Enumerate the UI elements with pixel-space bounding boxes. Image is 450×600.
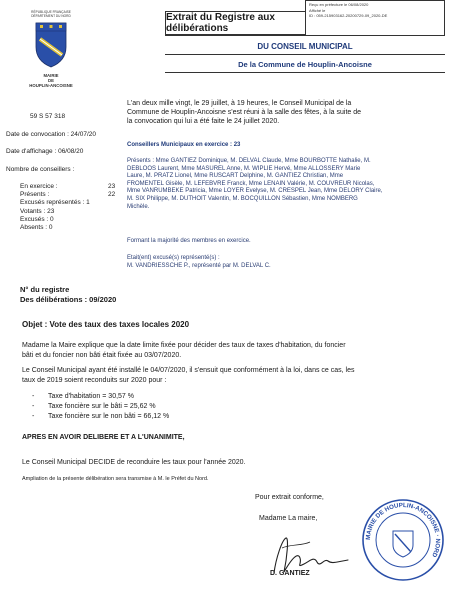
subtitle-divider-bottom [165, 72, 445, 73]
nombre-conseillers-label: Nombre de conseillers : [6, 166, 75, 173]
presents-line: Présents : Mme GANTIEZ Dominique, M. DELVAL Claude, Mme BOURBOTTE Nathalie, M. [127, 158, 371, 164]
stamp-line1: Reçu en préfecture le 06/08/2020 [309, 2, 369, 7]
stat-value: 23 [108, 183, 116, 190]
crest-town: HOUPLIN-ANCOISNE [29, 83, 73, 88]
excuses-detail: M. VANDRIESSCHE P., représenté par M. DELVAL C. [127, 262, 271, 269]
excuses-block [127, 255, 271, 270]
presents-list [127, 158, 383, 211]
presents-line: FROMENTEL Gisèle, M. LEFEBVRE Franck, Mme LENAIN Valérie, M. COUVREUR Nicolas, [127, 180, 375, 187]
header-divider [165, 35, 445, 36]
stat-row [20, 216, 120, 224]
majorite-line: Formant la majorité des membres en exercice. [127, 238, 251, 244]
paragraph-line: taux de 2019 soient reconduits sur 2020 pour : [22, 377, 167, 384]
paragraph-line: Le Conseil Municipal ayant été installé le 04/07/2020, il s'ensuit que conformément à la loi, dans ce cas, les [22, 367, 355, 374]
stat-row [20, 208, 120, 216]
shield-icon [34, 21, 68, 69]
madame-la-maire: Madame La maire, [259, 515, 318, 522]
pour-extrait-conforme: Pour extrait conforme, [255, 494, 324, 501]
ampliation-line: Ampliation de la présente délibération sera transmise à M. le Préfet du Nord. [22, 476, 209, 482]
paragraph-installation [22, 366, 354, 386]
stat-label: Votants : 23 [20, 207, 55, 215]
mairie-seal-icon [360, 497, 446, 583]
stat-row [20, 224, 120, 232]
stat-label: Excusés : 0 [20, 215, 54, 223]
tax-rates-list [30, 392, 169, 422]
council-stats [20, 183, 120, 232]
date-affichage: Date d'affichage : 06/08/20 [6, 148, 84, 155]
paragraph-date-limite [22, 341, 346, 361]
stat-label: Excusés représentés : 1 [20, 199, 90, 207]
intro-line: L'an deux mille vingt, le 29 juillet, à 19 heures, le Conseil Municipal de la [127, 100, 352, 107]
presents-line: M. SIX Philippe, M. DUTHOIT Valentin, M. BOCQUILLON Sébastien, Mme NOMBERG [127, 195, 358, 202]
stat-label: Présents : [20, 191, 50, 199]
presents-line: Laure, M. PRATZ Lionel, Mme RUSCART Delphine, M. GANTIEZ Christian, Mme [127, 173, 344, 180]
subtitle-divider [165, 54, 445, 55]
subtitle-council: DU CONSEIL MUNICIPAL [257, 42, 353, 51]
prefecture-stamp [305, 0, 445, 36]
date-convocation: Date de convocation : 24/07/20 [6, 131, 96, 138]
registre-label: N° du registre [20, 285, 70, 294]
crest-header-line1: RÉPUBLIQUE FRANÇAISE [31, 10, 71, 14]
tax-rate-item: - Taxe foncière sur le bâti = 25,62 % [30, 402, 169, 412]
excuses-label: Etait(ent) excusé(s) représenté(s) : [127, 255, 220, 261]
stamp-line3: ID : 059-215903162-20200729-09_2020-DE [309, 13, 388, 19]
commune-code: 59 S 57 318 [30, 113, 66, 120]
presents-line: Mme VANRUMBEKE Patricia, Mme LOYER Evelyse, M. CRESPEL Jean, Mme DELORY Claire, [127, 188, 383, 195]
registre-number: Des délibérations : 09/2020 [20, 295, 117, 304]
presents-line: Michèle. [127, 203, 150, 210]
unanimite-line: APRES EN AVOIR DELIBERE ET A L'UNANIMITE, [22, 434, 185, 441]
stat-row [20, 199, 120, 207]
tax-rate-item: - Taxe foncière sur le non bâti = 66,12 % [30, 412, 169, 422]
intro-line: Commune de Houplin-Ancoisne s'est réuni à la salle des fêtes, à la suite de [127, 109, 362, 116]
signatory-name: D. GANTIEZ [270, 570, 310, 577]
title-box [165, 11, 306, 35]
seal-text: MAIRIE DE HOUPLIN-ANCOISNE · NORD [364, 501, 442, 559]
presents-line: DEBLOOS Laurent, Mme MASUREL Anne, M. WIPLIE Hervé, Mme ALLOSSERY Marie [127, 165, 361, 172]
crest-de: DE [48, 78, 54, 83]
crest-header-line2: DÉPARTEMENT DU NORD [31, 13, 71, 18]
stamp-line2: Affiché le [309, 7, 326, 13]
stat-label: Absents : 0 [20, 224, 53, 232]
objet-line: Objet : Vote des taux des taxes locales 2020 [22, 320, 190, 329]
conseillers-en-exercice: Conseillers Municipaux en exercice : 23 [127, 142, 241, 148]
subtitle-commune: De la Commune de Houplin-Ancoisne [238, 60, 372, 69]
paragraph-line: Madame la Maire explique que la date limite fixée pour décider des taux de taxes d'habitation, du foncier [22, 342, 346, 349]
decision-line: Le Conseil Municipal DECIDE de reconduire les taux pour l'année 2020. [22, 459, 246, 466]
stat-row [20, 183, 120, 191]
tax-rate-item: - Taxe d'habitation = 30,57 % [30, 392, 169, 402]
intro-line: la convocation qui lui a été faite le 24 juillet 2020. [127, 118, 280, 125]
stat-label: En exercice : [20, 183, 58, 190]
stat-value: 22 [108, 191, 116, 199]
paragraph-line: bâti et du foncier non bâti était fixée au 03/07/2020. [22, 352, 182, 359]
crest-mairie: MAIRIE [43, 73, 59, 78]
page-title: Extrait du Registre aux délibérations [166, 12, 275, 34]
town-crest [26, 11, 76, 91]
stat-row [20, 191, 120, 199]
intro-paragraph [127, 99, 361, 126]
